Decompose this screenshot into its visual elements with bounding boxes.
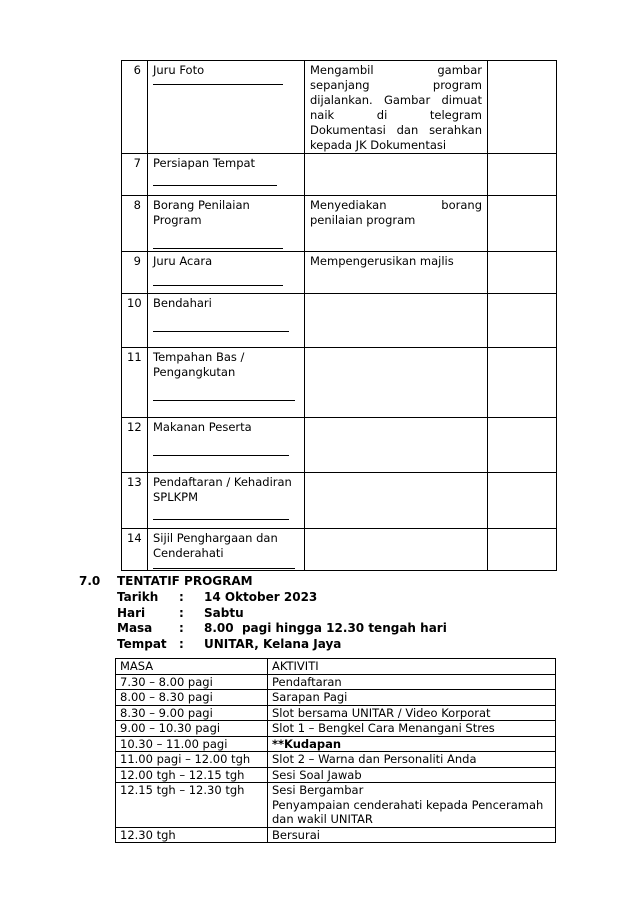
role-cell [148, 294, 305, 348]
detail-value: UNITAR, Kelana Jaya [204, 636, 342, 651]
row-number: 12 [122, 418, 148, 473]
row-number: 11 [122, 348, 148, 418]
remarks-cell [488, 252, 557, 294]
role-label: Juru Foto [153, 63, 205, 77]
table-row [122, 473, 557, 529]
time-cell: 11.00 pagi – 12.00 tgh [116, 752, 268, 768]
activity-cell: Sarapan Pagi [268, 690, 556, 706]
event-details [117, 590, 517, 652]
table-header-row [116, 659, 556, 675]
role-cell [148, 196, 305, 252]
activity-line: Sesi Bergambar [272, 783, 364, 797]
activity-cell: Sesi Soal Jawab [268, 767, 556, 783]
row-number: 13 [122, 473, 148, 529]
role-cell [148, 418, 305, 473]
remarks-cell [488, 61, 557, 154]
schedule-table [115, 658, 556, 843]
table-row [116, 827, 556, 843]
row-number: 9 [122, 252, 148, 294]
task-cell [305, 348, 488, 418]
committee-table [121, 60, 557, 571]
detail-colon: : [179, 590, 184, 604]
table-row [116, 721, 556, 737]
time-cell: 12.15 tgh – 12.30 tgh [116, 783, 268, 828]
role-label: Bendahari [153, 296, 212, 310]
detail-label: Masa [117, 621, 153, 635]
role-cell [148, 473, 305, 529]
table-row [122, 418, 557, 473]
remarks-cell [488, 294, 557, 348]
detail-value: 8.00 pagi hingga 12.30 tengah hari [204, 621, 447, 635]
table-row [122, 154, 557, 196]
remarks-cell [488, 196, 557, 252]
activity-line: Penyampaian cenderahati kepada Penceramah dan wakil UNITAR [272, 797, 544, 826]
role-label: Makanan Peserta [153, 420, 252, 434]
role-label: Juru Acara [153, 254, 213, 268]
signature-line [153, 311, 289, 332]
table-row [116, 752, 556, 768]
detail-label: Tarikh [117, 590, 159, 604]
table-row [116, 705, 556, 721]
row-number: 7 [122, 154, 148, 196]
detail-date [117, 590, 517, 606]
table-row [122, 348, 557, 418]
detail-colon: : [179, 621, 184, 635]
detail-time [117, 621, 517, 637]
signature-line [153, 78, 283, 85]
signature-line [153, 561, 295, 569]
table-row [122, 294, 557, 348]
time-cell: 12.00 tgh – 12.15 tgh [116, 767, 268, 783]
table-row [122, 196, 557, 252]
activity-cell: Slot 2 – Warna dan Personaliti Anda [268, 752, 556, 768]
header-time: MASA [116, 659, 268, 675]
signature-line [153, 228, 283, 249]
role-label: Borang Penilaian Program [153, 198, 250, 227]
section-title: TENTATIF PROGRAM [117, 574, 253, 588]
table-row [122, 61, 557, 154]
time-cell: 10.30 – 11.00 pagi [116, 736, 268, 752]
table-row [116, 767, 556, 783]
detail-label: Hari [117, 605, 146, 620]
role-cell [148, 154, 305, 196]
role-label: Persiapan Tempat [153, 156, 256, 170]
task-cell [305, 418, 488, 473]
detail-value: Sabtu [204, 605, 244, 620]
signature-line [153, 505, 289, 520]
header-activity: AKTIVITI [268, 659, 556, 675]
activity-cell: Slot 1 – Bengkel Cara Menangani Stres [268, 721, 556, 737]
time-cell: 7.30 – 8.00 pagi [116, 674, 268, 690]
activity-cell [268, 783, 556, 828]
activity-cell: **Kudapan [268, 736, 556, 752]
remarks-cell [488, 348, 557, 418]
remarks-cell [488, 154, 557, 196]
detail-day [117, 606, 517, 622]
role-cell [148, 529, 305, 571]
detail-colon: : [179, 605, 184, 620]
task-cell [305, 154, 488, 196]
role-label: Pendaftaran / Kehadiran SPLKPM [153, 475, 292, 504]
row-number: 14 [122, 529, 148, 571]
task-cell: Mengambil gambar sepanjang program dijalankan. Gambar dimuat naik di telegram Dokumentasi dan serahkan kepada JK Dokumentasi [305, 61, 488, 154]
remarks-cell [488, 473, 557, 529]
detail-colon: : [179, 636, 184, 651]
role-label: Tempahan Bas / Pengangkutan [153, 350, 245, 379]
table-row [122, 529, 557, 571]
table-row [116, 736, 556, 752]
role-cell [148, 348, 305, 418]
task-cell [305, 473, 488, 529]
activity-cell: Pendaftaran [268, 674, 556, 690]
time-cell: 8.00 – 8.30 pagi [116, 690, 268, 706]
role-label: Sijil Penghargaan dan Cenderahati [153, 531, 278, 560]
section-number: 7.0 [79, 574, 101, 588]
task-cell [305, 294, 488, 348]
task-cell [305, 529, 488, 571]
task-cell: Menyediakan borang penilaian program [305, 196, 488, 252]
time-cell: 8.30 – 9.00 pagi [116, 705, 268, 721]
table-row [116, 783, 556, 828]
table-row [116, 690, 556, 706]
role-cell [148, 61, 305, 154]
signature-line [153, 380, 295, 401]
role-cell [148, 252, 305, 294]
time-cell: 9.00 – 10.30 pagi [116, 721, 268, 737]
activity-cell: Slot bersama UNITAR / Video Korporat [268, 705, 556, 721]
signature-line [153, 435, 289, 456]
detail-venue [117, 637, 517, 653]
detail-label: Tempat [117, 636, 167, 651]
task-cell: Mempengerusikan majlis [305, 252, 488, 294]
signature-line [153, 171, 277, 186]
remarks-cell [488, 418, 557, 473]
detail-value: 14 Oktober 2023 [204, 590, 318, 604]
remarks-cell [488, 529, 557, 571]
activity-cell: Bersurai [268, 827, 556, 843]
table-row [122, 252, 557, 294]
row-number: 8 [122, 196, 148, 252]
signature-line [153, 269, 283, 286]
time-cell: 12.30 tgh [116, 827, 268, 843]
row-number: 6 [122, 61, 148, 154]
table-row [116, 674, 556, 690]
row-number: 10 [122, 294, 148, 348]
